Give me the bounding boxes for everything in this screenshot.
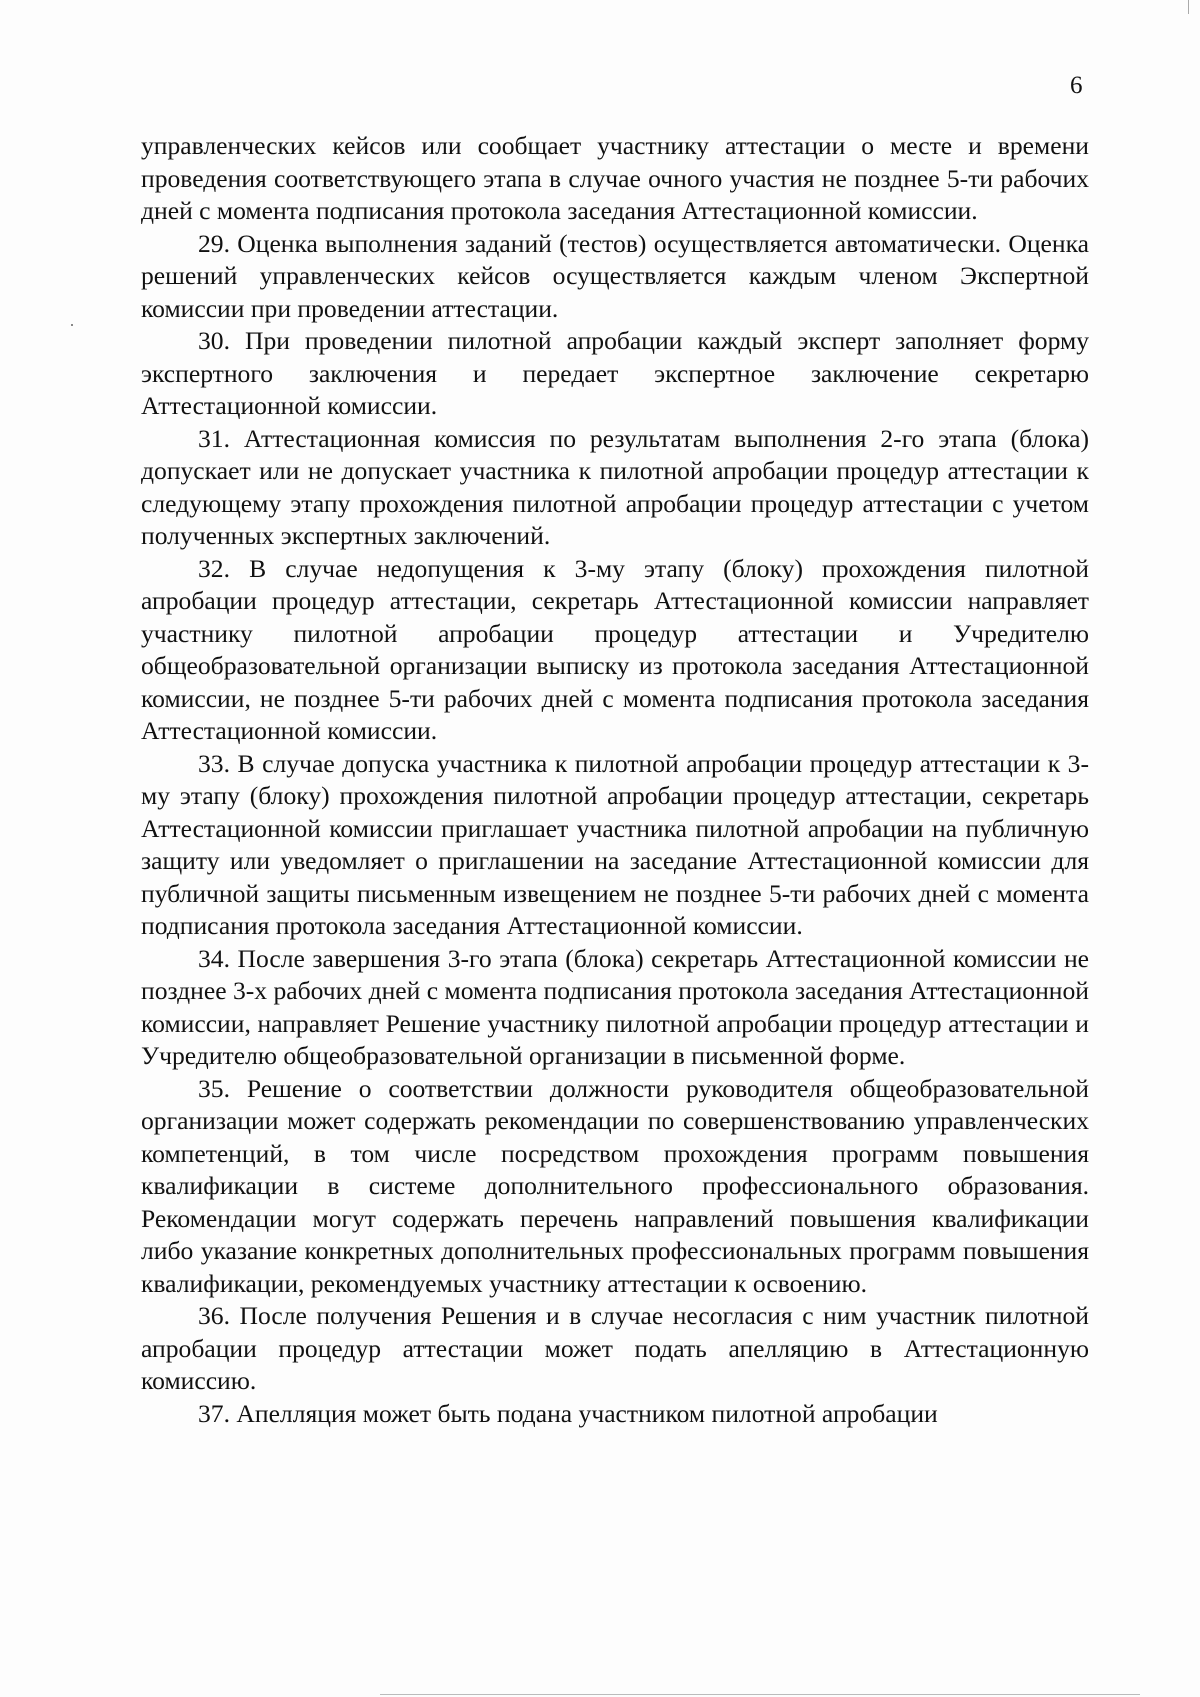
page-number: 6 (1070, 72, 1083, 99)
paragraph-29: 29. Оценка выполнения заданий (тестов) осуществляется автоматически. Оценка решений управленческих кейсов осуществляется каждым членом Экспертной комиссии при проведении аттестации. (141, 228, 1089, 323)
paragraph-37: 37. Апелляция может быть подана участником пилотной апробации (198, 1398, 938, 1428)
body-text (141, 130, 1089, 1430)
paragraph-33: 33. В случае допуска участника к пилотной апробации процедур аттестации к 3-му этапу (блоку) прохождения пилотной апробации процедур аттестации, секретарь Аттестационной комиссии приглашает участника пилотной апробации на публичную защиту или уведомляет о приглашении на заседание Аттестационной комиссии для публичной защиты письменным извещением не позднее 5-ти рабочих дней с момента подписания протокола заседания Аттестационной комиссии. (141, 748, 1089, 940)
paragraph-34: 34. После завершения 3-го этапа (блока) секретарь Аттестационной комиссии не позднее 3-х рабочих дней с момента подписания протокола заседания Аттестационной комиссии, направляет Решение участнику пилотной апробации процедур аттестации и Учредителю общеобразовательной организации в письменной форме. (141, 943, 1089, 1070)
paragraph-32: 32. В случае недопущения к 3-му этапу (блоку) прохождения пилотной апробации процедур аттестации, секретарь Аттестационной комиссии направляет участнику пилотной апробации процедур аттестации и Учредителю общеобразовательной организации выписку из протокола заседания Аттестационной комиссии, не позднее 5-ти рабочих дней с момента подписания протокола заседания Аттестационной комиссии. (141, 553, 1089, 745)
scan-edge-mark (1188, 0, 1189, 14)
paragraph-continuation: управленческих кейсов или сообщает участнику аттестации о месте и времени проведения соответствующего этапа в случае очного участия не позднее 5-ти рабочих дней с момента подписания протокола заседания Аттестационной комиссии. (141, 131, 1089, 225)
paragraph-36: 36. После получения Решения и в случае несогласия с ним участник пилотной апробации процедур аттестации может подать апелляцию в Аттестационную комиссию. (141, 1301, 1089, 1395)
scan-speck (71, 324, 73, 326)
scan-bottom-edge (380, 1694, 1140, 1695)
paragraph-30: 30. При проведении пилотной апробации каждый эксперт заполняет форму экспертного заключения и передает экспертное заключение секретарю Аттестационной комиссии. (141, 326, 1089, 420)
paragraph-31: 31. Аттестационная комиссия по результатам выполнения 2-го этапа (блока) допускает или не допускает участника к пилотной апробации процедур аттестации к следующему этапу прохождения пилотной апробации процедур аттестации с учетом полученных экспертных заключений. (141, 423, 1089, 550)
paragraph-35: 35. Решение о соответствии должности руководителя общеобразовательной организации может содержать рекомендации по совершенствованию управленческих компетенций, в том числе посредством прохождения программ повышения квалификации в системе дополнительного профессионального образования. Рекомендации могут содержать перечень направлений повышения квалификации либо указание конкретных дополнительных профессиональных программ повышения квалификации, рекомендуемых участнику аттестации к освоению. (141, 1073, 1089, 1298)
